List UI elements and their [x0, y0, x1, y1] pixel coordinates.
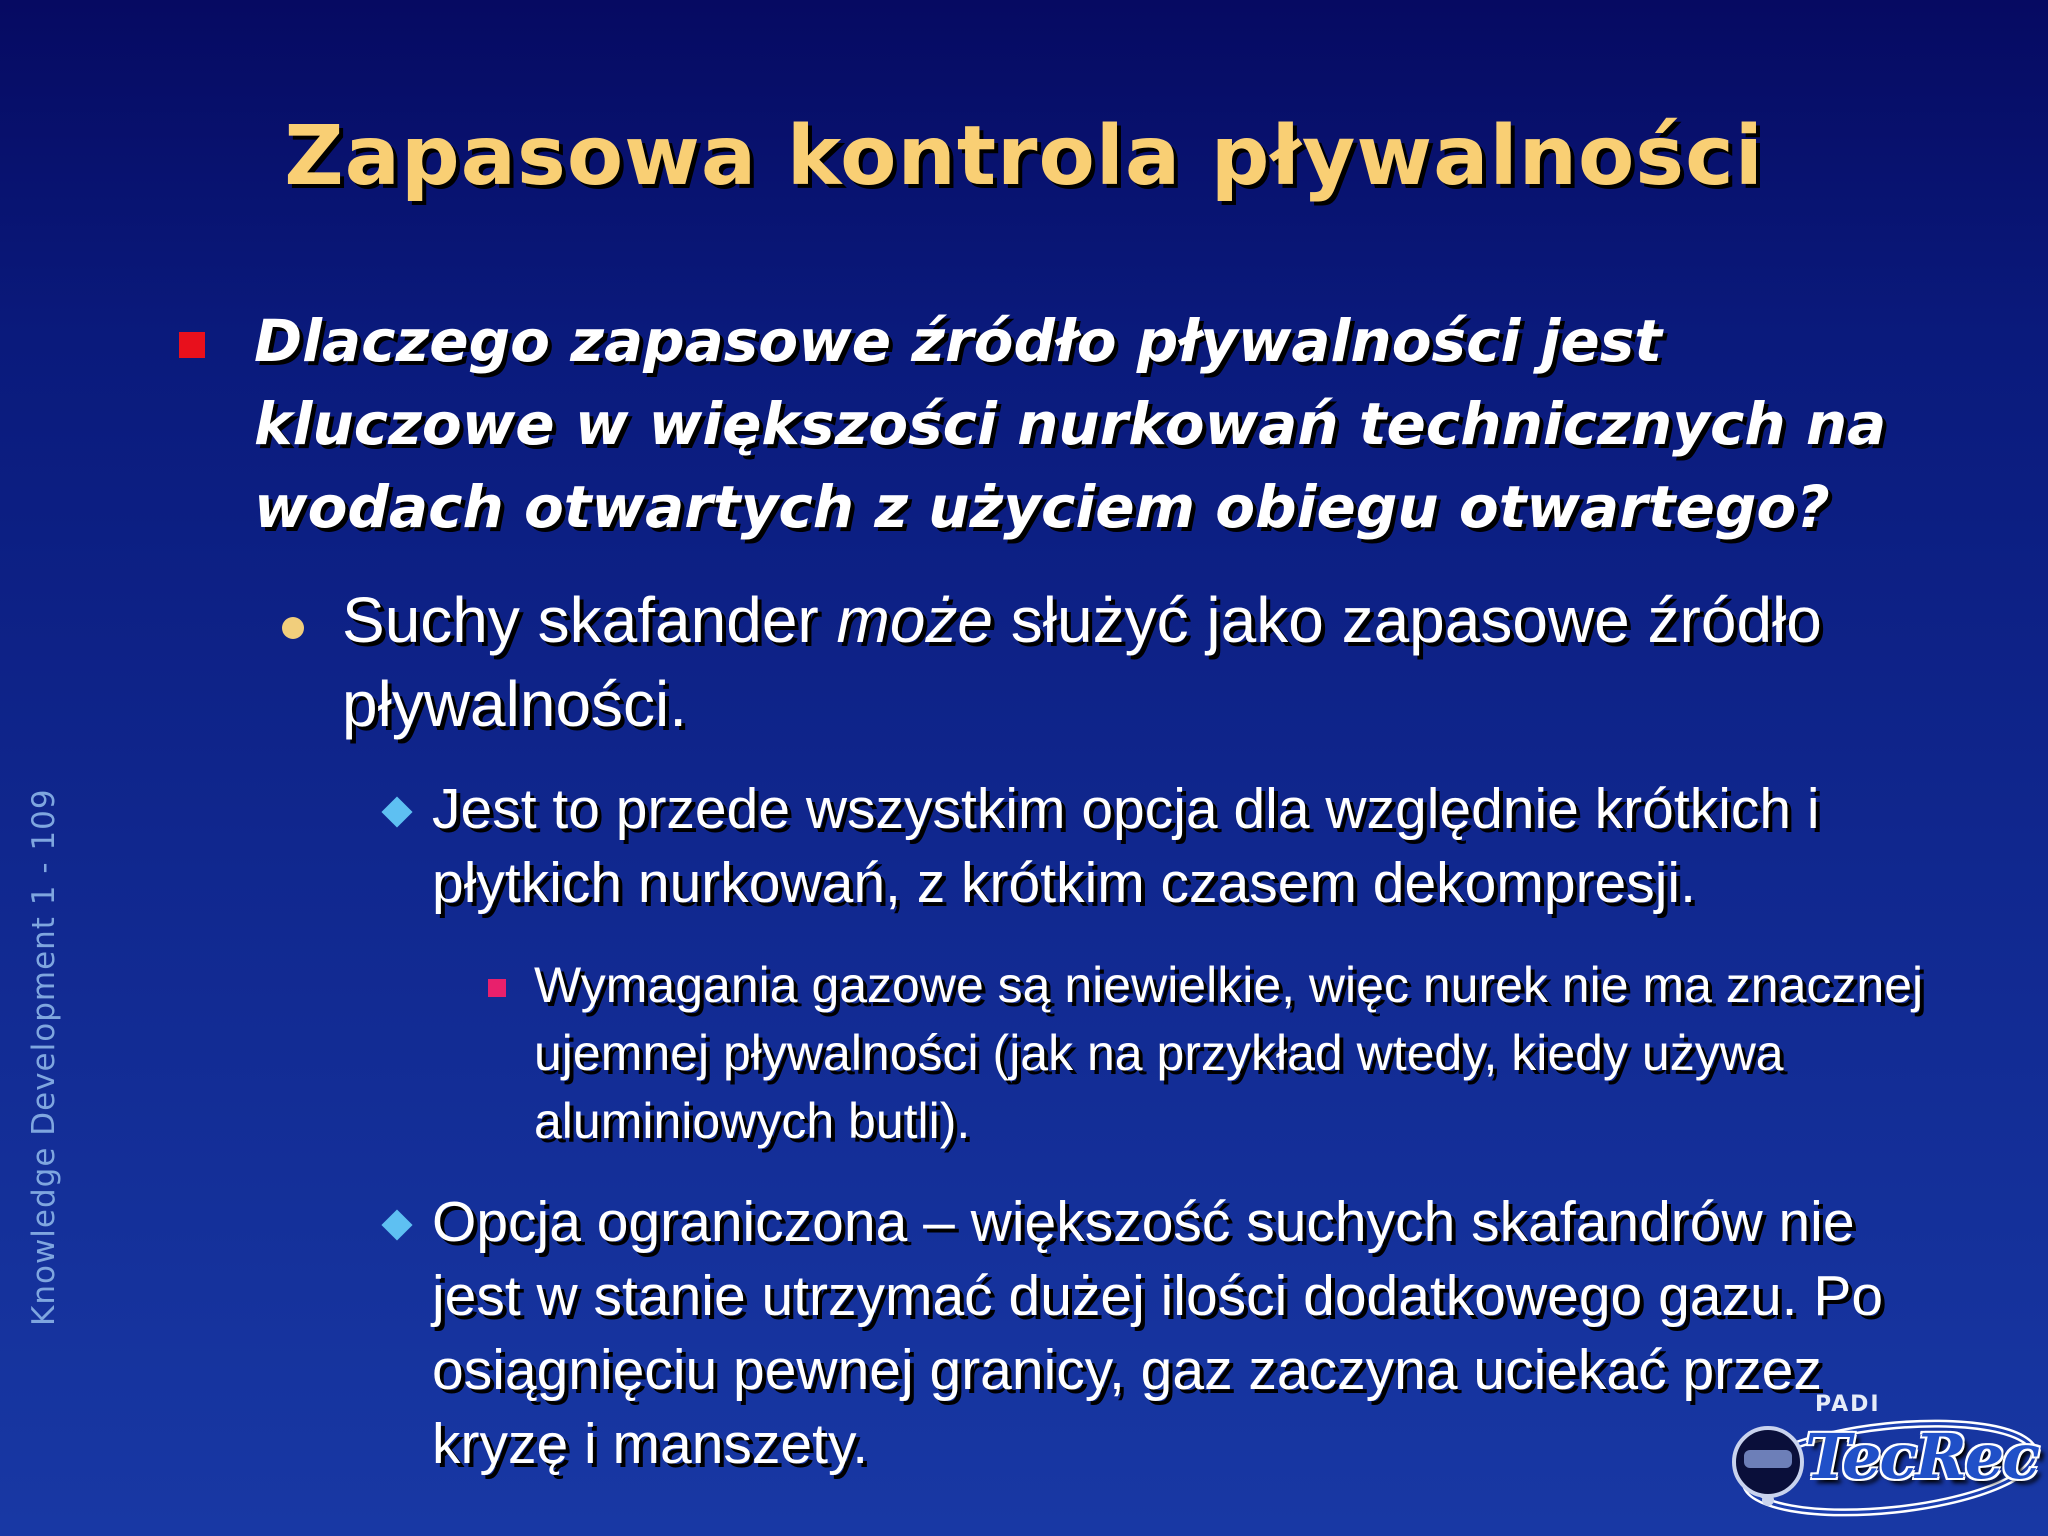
bullet-level4-text: Wymagania gazowe są niewielkie, więc nurek nie ma znacznej ujemnej pływalności (jak na przykład wtedy, kiedy używa aluminiowych butli).: [534, 957, 1924, 1149]
slide-title: Zapasowa kontrola pływalności: [284, 109, 1764, 204]
red-square-bullet-icon: [179, 332, 205, 358]
logo-padi-text: PADI: [1815, 1392, 1881, 1417]
dot-bullet-icon: [282, 617, 304, 639]
pink-square-bullet-icon: [488, 979, 506, 997]
bullet-level1-text: Dlaczego zapasowe źródło pływalności jest kluczowe w większości nurkowań technicznych na wodach otwartych z użyciem obiegu otwartego?: [254, 307, 1887, 541]
diamond-bullet-icon: [381, 796, 412, 827]
bullet-level2-text: [342, 578, 1942, 746]
logo-tecrec-text: TecRec: [1805, 1420, 2038, 1493]
bullet-level1: [254, 300, 1934, 549]
bullet-level2-text-end: służyć jako zapasowe źródło pływalności.: [342, 584, 1822, 740]
bullet-level4: [534, 951, 1934, 1155]
bullet-level3-first-text: Jest to przede wszystkim opcja dla względnie krótkich i płytkich nurkowań, z krótkim czasem dekompresji.: [432, 777, 1820, 915]
bullet-level3-second-text: Opcja ograniczona – większość suchych skafandrów nie jest w stanie utrzymać dużej ilości dodatkowego gazu. Po osiągnięciu pewnej granicy, gaz zaczyna uciekać przez kryzę i manszety.: [432, 1190, 1884, 1476]
bullet-level2: [342, 578, 1942, 746]
bullet-level2-emphasis: może: [836, 584, 993, 656]
side-label: Knowledge Development 1 - 109: [26, 788, 62, 1326]
bullet-level2-text-start: Suchy skafander: [342, 584, 837, 656]
diamond-bullet-icon: [381, 1209, 412, 1240]
bullet-level3-first: [432, 772, 1952, 920]
